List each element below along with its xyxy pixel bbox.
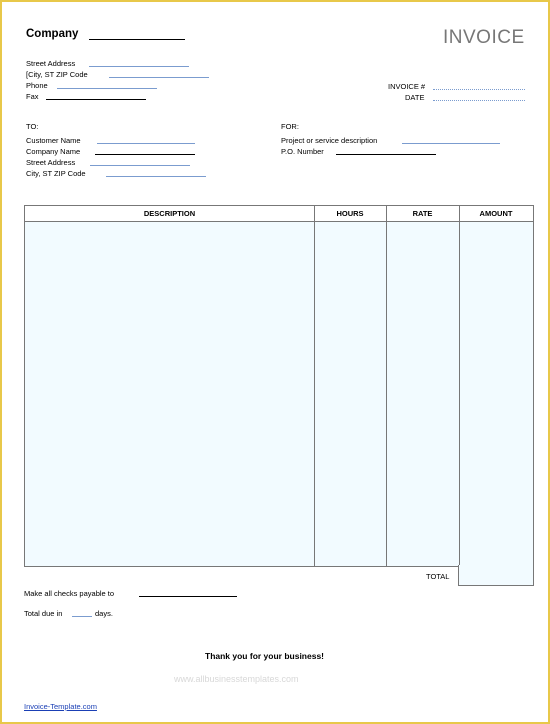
date-label: DATE	[405, 93, 425, 102]
template-link[interactable]: Invoice-Template.com	[24, 702, 97, 711]
company-phone-line[interactable]	[57, 88, 157, 89]
company-phone-label: Phone	[26, 81, 48, 90]
total-value-box[interactable]	[458, 565, 534, 586]
invoice-title: INVOICE	[443, 27, 525, 48]
to-company-name-label: Company Name	[26, 147, 81, 156]
for-label: FOR:	[281, 122, 299, 131]
table-header-row	[25, 206, 533, 222]
project-description-line[interactable]	[402, 143, 500, 144]
total-due-days-line[interactable]	[72, 616, 92, 617]
project-description-label: Project or service description	[281, 136, 378, 145]
company-name-line	[89, 39, 185, 40]
total-label: TOTAL	[426, 572, 450, 581]
company-city-label: [City, ST ZIP Code	[26, 70, 88, 79]
hours-cell[interactable]	[315, 222, 386, 566]
total-due-suffix: days.	[95, 609, 113, 618]
rate-cell[interactable]	[387, 222, 459, 566]
company-name: Company	[26, 28, 79, 40]
amount-cell[interactable]	[460, 222, 533, 566]
to-label: TO:	[26, 122, 39, 131]
column-description: DESCRIPTION	[143, 209, 196, 218]
checks-payable-line[interactable]	[139, 596, 237, 597]
customer-name-label: Customer Name	[26, 136, 81, 145]
column-amount: AMOUNT	[479, 209, 513, 218]
to-street-label: Street Address	[26, 158, 76, 167]
po-number-label: P.O. Number	[281, 147, 324, 156]
to-city-line[interactable]	[106, 176, 206, 177]
customer-name-line[interactable]	[97, 143, 195, 144]
thank-you-message: Thank you for your business!	[205, 651, 325, 661]
invoice-number-label: INVOICE #	[388, 82, 426, 91]
company-street-label: Street Address	[26, 59, 76, 68]
line-items-table	[24, 205, 534, 567]
column-hours: HOURS	[336, 209, 364, 218]
company-street-line[interactable]	[89, 66, 189, 67]
company-fax-label: Fax	[26, 92, 39, 101]
to-company-name-line[interactable]	[95, 154, 195, 155]
date-line[interactable]	[433, 100, 525, 101]
column-rate: RATE	[412, 209, 433, 218]
po-number-line[interactable]	[336, 154, 436, 155]
to-street-line[interactable]	[90, 165, 190, 166]
invoice-number-line[interactable]	[433, 89, 525, 90]
watermark-text: www.allbusinesstemplates.com	[174, 674, 299, 684]
description-cell[interactable]	[25, 222, 314, 566]
total-due-prefix: Total due in	[24, 609, 63, 618]
checks-payable-label: Make all checks payable to	[24, 589, 115, 598]
to-city-label: City, ST ZIP Code	[26, 169, 86, 178]
company-city-line[interactable]	[109, 77, 209, 78]
company-fax-line[interactable]	[46, 99, 146, 100]
